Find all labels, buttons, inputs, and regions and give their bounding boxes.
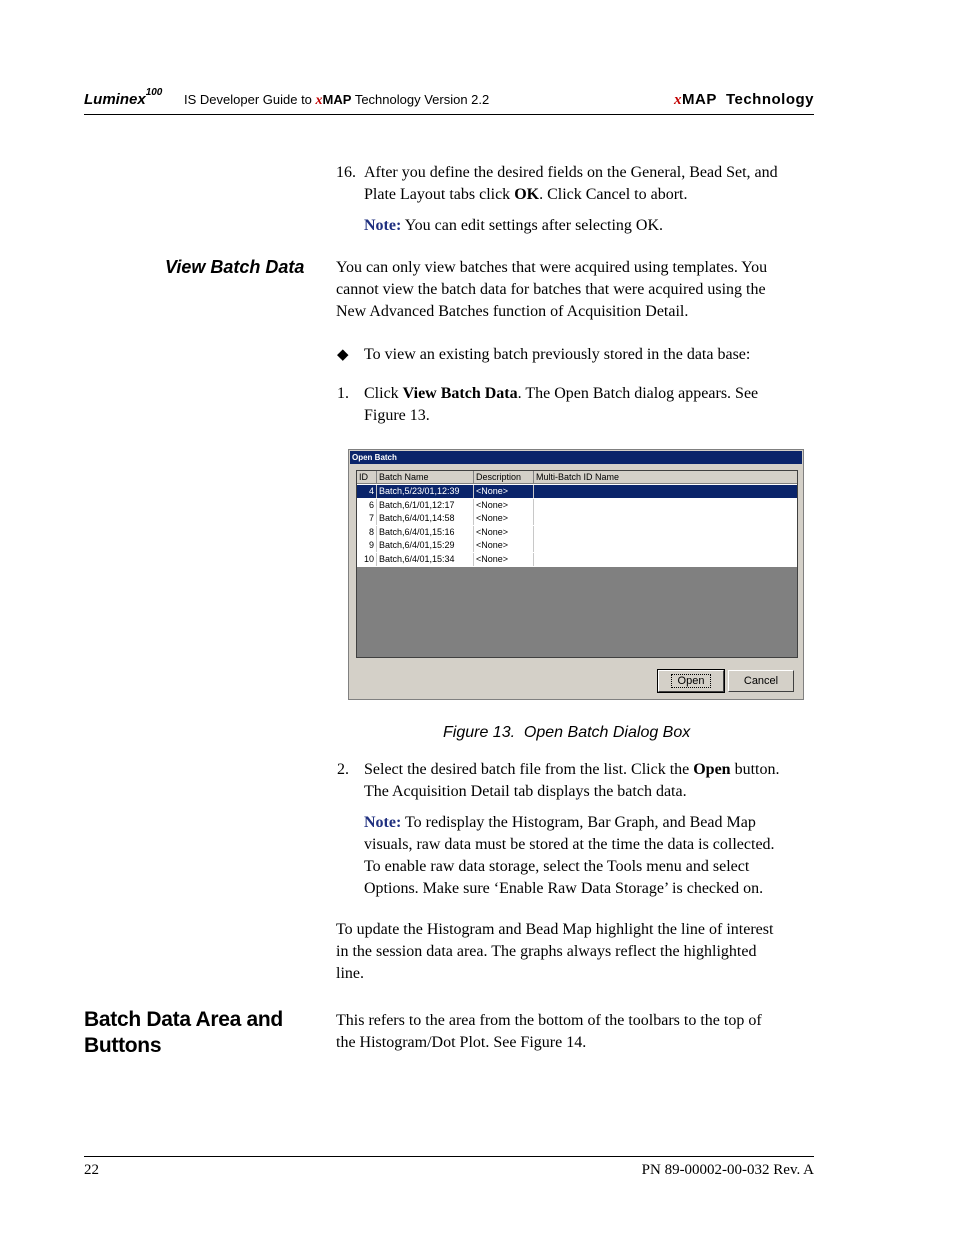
row-batch-name: Batch,6/4/01,15:16 — [377, 526, 474, 539]
view-batch-heading: View Batch Data — [165, 257, 305, 277]
step-2-text — [364, 759, 814, 803]
step-2-line-1 — [364, 759, 814, 781]
note-line: To enable raw data storage, select the Tools menu and select — [364, 858, 750, 875]
step-16-ok: OK — [514, 186, 540, 203]
step-2-pre: Select the desired batch file from the list. Click the — [364, 761, 694, 778]
brand-superscript: 100 — [145, 87, 163, 98]
step-1-bold: View Batch Data — [402, 385, 518, 402]
list-item[interactable] — [357, 485, 797, 498]
note-2-line-1 — [364, 812, 814, 834]
step-2-number: 2. — [337, 761, 349, 778]
note-label: Note: — [364, 217, 402, 234]
paragraph-line: To update the Histogram and Bead Map highlight the line of interest — [336, 921, 774, 938]
step-1-pre: Click — [364, 385, 403, 402]
column-header-description[interactable]: Description — [474, 471, 534, 484]
paragraph-line: line. — [336, 965, 364, 982]
cancel-button[interactable]: Cancel — [728, 670, 794, 692]
row-description: <None> — [474, 485, 534, 498]
paragraph-line: This refers to the area from the bottom of the toolbars to the top of — [336, 1012, 762, 1029]
diamond-bullet-icon: ◆ — [337, 347, 349, 363]
note-text: You can edit settings after selecting OK. — [401, 217, 664, 234]
open-button-label: Open — [671, 674, 712, 688]
note-line: visuals, raw data must be stored at the time the data is collected. — [364, 836, 775, 853]
batch-area-heading — [84, 1007, 283, 1059]
guide-x: x — [315, 93, 323, 108]
batch-list[interactable] — [356, 470, 798, 658]
paragraph-line: You can only view batches that were acquired using templates. You — [336, 259, 768, 276]
note-label: Note: — [364, 814, 402, 831]
open-button[interactable] — [658, 670, 724, 692]
row-id: 8 — [357, 526, 377, 539]
guide-suffix: Technology Version 2.2 — [354, 92, 490, 107]
heading-line: Buttons — [84, 1034, 162, 1057]
step-16-number: 16. — [336, 164, 356, 181]
column-header-batch-name[interactable]: Batch Name — [377, 471, 474, 484]
row-id: 7 — [357, 512, 377, 525]
row-id: 10 — [357, 553, 377, 566]
step-16-pre: Plate Layout tabs click — [364, 186, 515, 203]
row-multi-batch — [534, 512, 797, 525]
row-multi-batch — [534, 499, 797, 512]
brand-name: Luminex — [84, 91, 146, 108]
page-number: 22 — [84, 1162, 99, 1178]
row-batch-name: Batch,6/4/01,15:29 — [377, 539, 474, 552]
paragraph-line: cannot view the batch data for batches that were acquired using the — [336, 281, 766, 298]
footer-rule — [84, 1156, 814, 1157]
guide-map: MAP — [322, 92, 352, 107]
row-batch-name: Batch,6/4/01,15:34 — [377, 553, 474, 566]
section-title-text: MAP Technology — [682, 91, 814, 108]
row-description: <None> — [474, 526, 534, 539]
step-16-line-2 — [364, 184, 814, 206]
list-item[interactable] — [357, 553, 797, 566]
heading-line: Batch Data Area and — [84, 1008, 283, 1031]
batch-area-paragraph — [336, 1010, 814, 1054]
column-header-multi-batch[interactable]: Multi-Batch ID Name — [536, 472, 620, 482]
paragraph-line: in the session data area. The graphs always reflect the highlighted — [336, 943, 757, 960]
update-paragraph — [336, 919, 814, 985]
step-16-text — [364, 162, 814, 206]
paragraph-line: the Histogram/Dot Plot. See Figure 14. — [336, 1034, 587, 1051]
note-2 — [364, 812, 814, 900]
row-batch-name: Batch,5/23/01,12:39 — [377, 485, 474, 498]
row-description: <None> — [474, 512, 534, 525]
bullet-text: To view an existing batch previously stored in the data base: — [364, 346, 751, 363]
note-line: Options. Make sure ‘Enable Raw Data Storage’ is checked on. — [364, 880, 764, 897]
step-1-number: 1. — [337, 385, 349, 402]
step-16-line-1: After you define the desired fields on the General, Bead Set, and — [364, 164, 778, 181]
column-header-id[interactable]: ID — [357, 471, 377, 484]
paragraph-line: New Advanced Batches function of Acquisition Detail. — [336, 303, 689, 320]
step-2-line-2: The Acquisition Detail tab displays the batch data. — [364, 783, 687, 800]
row-multi-batch — [534, 485, 797, 498]
figure-caption: Figure 13. Open Batch Dialog Box — [443, 724, 691, 741]
note-1 — [364, 215, 663, 237]
guide-prefix: IS Developer Guide to — [184, 92, 312, 107]
row-description: <None> — [474, 539, 534, 552]
section-title — [674, 91, 814, 109]
view-batch-paragraph — [336, 257, 814, 323]
row-multi-batch — [534, 553, 797, 566]
row-id: 4 — [357, 485, 377, 498]
step-1-line-1 — [364, 383, 814, 405]
row-multi-batch — [534, 539, 797, 552]
row-id: 9 — [357, 539, 377, 552]
row-batch-name: Batch,6/1/01,12:17 — [377, 499, 474, 512]
step-1-line-2: Figure 13. — [364, 407, 430, 424]
brand-logo — [84, 87, 163, 108]
section-title-x: x — [674, 92, 683, 108]
list-item[interactable] — [357, 499, 797, 512]
guide-title — [184, 92, 489, 109]
note-text: To redisplay the Histogram, Bar Graph, and Bead Map — [401, 814, 756, 831]
step-2-post: button. — [730, 761, 780, 778]
batch-list-rows — [357, 471, 797, 567]
step-16-post: . Click Cancel to abort. — [539, 186, 688, 203]
step-1-post: . The Open Batch dialog appears. See — [517, 385, 759, 402]
open-batch-dialog — [348, 449, 804, 700]
row-batch-name: Batch,6/4/01,14:58 — [377, 512, 474, 525]
step-2-open: Open — [693, 761, 731, 778]
page-header — [84, 84, 814, 115]
list-header — [357, 471, 797, 484]
row-description: <None> — [474, 553, 534, 566]
row-id: 6 — [357, 499, 377, 512]
step-1-text — [364, 383, 814, 427]
dialog-title-bar[interactable]: Open Batch — [350, 451, 802, 464]
row-multi-batch — [534, 526, 797, 539]
part-number: PN 89-00002-00-032 Rev. A — [641, 1162, 814, 1178]
list-item[interactable] — [357, 539, 797, 552]
list-item[interactable] — [357, 526, 797, 539]
row-description: <None> — [474, 499, 534, 512]
list-item[interactable] — [357, 512, 797, 525]
